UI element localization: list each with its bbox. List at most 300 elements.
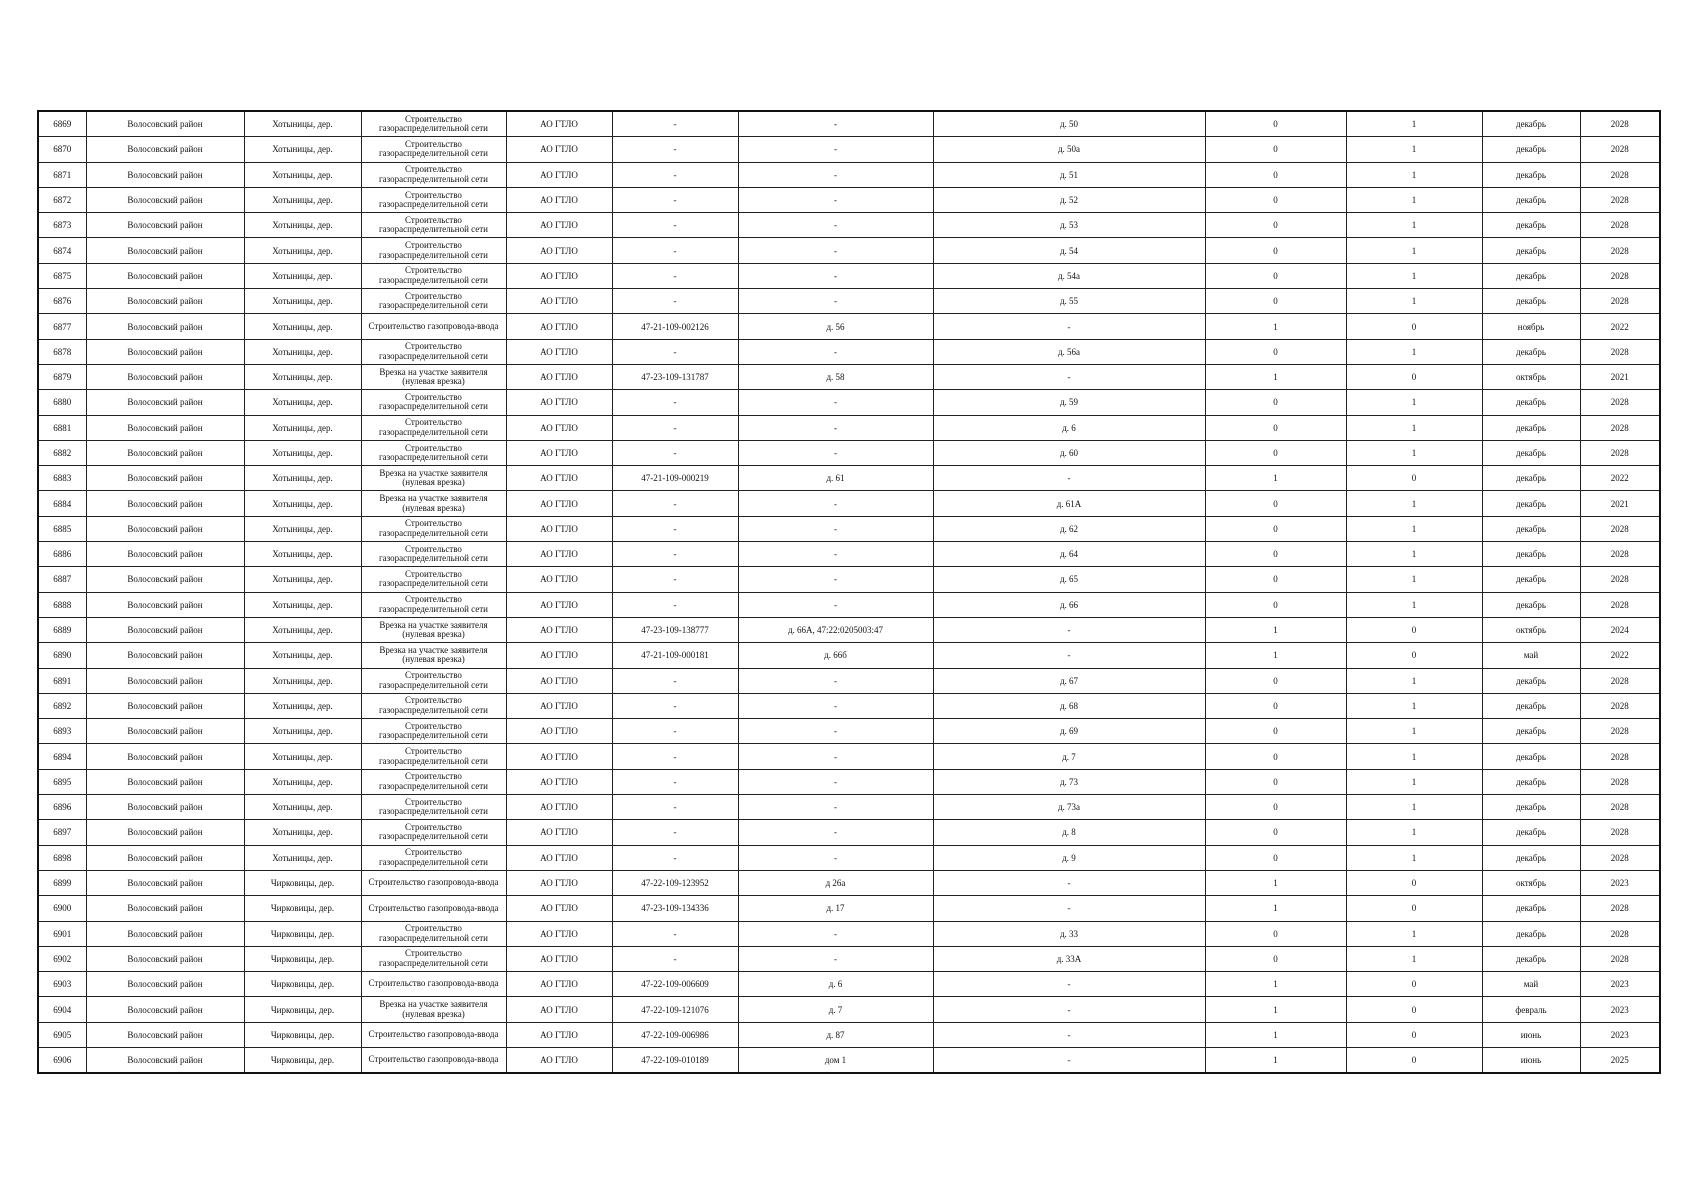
cell-year: 2028 [1580, 668, 1660, 693]
cell-address-connected: д. 66А, 47:22:0205003:47 [738, 617, 933, 642]
cell-locality: Хотыницы, дер. [244, 719, 361, 744]
cell-work-type: Строительство газораспределительной сети [361, 263, 506, 288]
cell-organization: АО ГТЛО [506, 314, 612, 339]
cell-year: 2028 [1580, 592, 1660, 617]
table-body [38, 111, 1660, 1073]
cell-address-planned: д. 9 [933, 845, 1205, 870]
cell-count-connected: 0 [1205, 744, 1346, 769]
cell-count-connected: 0 [1205, 238, 1346, 263]
cell-address-connected: - [738, 213, 933, 238]
cell-row-number: 6900 [38, 896, 86, 921]
cell-row-number: 6899 [38, 870, 86, 895]
cell-month: декабрь [1482, 592, 1580, 617]
cell-address-planned: д. 52 [933, 187, 1205, 212]
cell-address-connected: дом 1 [738, 1047, 933, 1073]
cell-address-planned: д. 33А [933, 946, 1205, 971]
cell-row-number: 6886 [38, 542, 86, 567]
cell-work-type: Строительство газораспределительной сети [361, 415, 506, 440]
cell-application-number: 47-22-109-121076 [612, 997, 738, 1022]
cell-count-planned: 0 [1346, 896, 1482, 921]
cell-row-number: 6882 [38, 440, 86, 465]
cell-row-number: 6902 [38, 946, 86, 971]
cell-address-connected: - [738, 845, 933, 870]
cell-application-number: 47-22-109-006609 [612, 972, 738, 997]
cell-locality: Хотыницы, дер. [244, 820, 361, 845]
cell-address-connected: - [738, 719, 933, 744]
cell-district: Волосовский район [86, 137, 244, 162]
cell-address-planned: - [933, 870, 1205, 895]
cell-row-number: 6870 [38, 137, 86, 162]
cell-year: 2022 [1580, 643, 1660, 668]
cell-year: 2023 [1580, 1022, 1660, 1047]
cell-address-connected: д. 87 [738, 1022, 933, 1047]
cell-district: Волосовский район [86, 845, 244, 870]
cell-address-connected: - [738, 289, 933, 314]
cell-count-planned: 1 [1346, 592, 1482, 617]
cell-work-type: Строительство газораспределительной сети [361, 162, 506, 187]
cell-work-type: Строительство газораспределительной сети [361, 845, 506, 870]
cell-month: декабрь [1482, 516, 1580, 541]
cell-district: Волосовский район [86, 187, 244, 212]
cell-work-type: Строительство газораспределительной сети [361, 213, 506, 238]
cell-organization: АО ГТЛО [506, 769, 612, 794]
cell-count-planned: 1 [1346, 263, 1482, 288]
cell-year: 2028 [1580, 921, 1660, 946]
cell-month: декабрь [1482, 946, 1580, 971]
cell-organization: АО ГТЛО [506, 289, 612, 314]
cell-address-planned: д. 62 [933, 516, 1205, 541]
cell-organization: АО ГТЛО [506, 137, 612, 162]
cell-district: Волосовский район [86, 213, 244, 238]
cell-address-planned: - [933, 997, 1205, 1022]
cell-address-connected: - [738, 187, 933, 212]
cell-work-type: Врезка на участке заявителя (нулевая врезка) [361, 364, 506, 389]
cell-address-connected: д. 61 [738, 466, 933, 491]
cell-count-connected: 1 [1205, 870, 1346, 895]
cell-work-type: Строительство газораспределительной сети [361, 111, 506, 137]
cell-address-planned: д. 61А [933, 491, 1205, 516]
cell-month: октябрь [1482, 617, 1580, 642]
table-row [38, 617, 1660, 642]
cell-address-planned: д. 66 [933, 592, 1205, 617]
gas-connection-table [37, 110, 1661, 1074]
cell-organization: АО ГТЛО [506, 997, 612, 1022]
cell-address-connected: д. 6 [738, 972, 933, 997]
cell-district: Волосовский район [86, 440, 244, 465]
cell-application-number: - [612, 440, 738, 465]
cell-row-number: 6892 [38, 693, 86, 718]
cell-work-type: Строительство газопровода-ввода [361, 870, 506, 895]
cell-count-connected: 0 [1205, 111, 1346, 137]
cell-work-type: Врезка на участке заявителя (нулевая врезка) [361, 997, 506, 1022]
cell-organization: АО ГТЛО [506, 845, 612, 870]
cell-district: Волосовский район [86, 314, 244, 339]
cell-address-planned: д. 54а [933, 263, 1205, 288]
cell-locality: Хотыницы, дер. [244, 542, 361, 567]
cell-count-planned: 1 [1346, 516, 1482, 541]
cell-count-planned: 1 [1346, 795, 1482, 820]
cell-work-type: Строительство газопровода-ввода [361, 1047, 506, 1073]
cell-count-planned: 0 [1346, 972, 1482, 997]
cell-address-planned: д. 54 [933, 238, 1205, 263]
cell-count-planned: 1 [1346, 415, 1482, 440]
cell-row-number: 6881 [38, 415, 86, 440]
cell-count-planned: 1 [1346, 668, 1482, 693]
cell-work-type: Врезка на участке заявителя (нулевая врезка) [361, 466, 506, 491]
table-row [38, 187, 1660, 212]
cell-year: 2028 [1580, 415, 1660, 440]
cell-count-connected: 0 [1205, 213, 1346, 238]
table-row [38, 769, 1660, 794]
cell-month: декабрь [1482, 668, 1580, 693]
cell-application-number: - [612, 769, 738, 794]
cell-count-connected: 0 [1205, 719, 1346, 744]
cell-month: май [1482, 643, 1580, 668]
cell-month: декабрь [1482, 213, 1580, 238]
cell-count-planned: 1 [1346, 213, 1482, 238]
cell-locality: Хотыницы, дер. [244, 162, 361, 187]
cell-row-number: 6890 [38, 643, 86, 668]
cell-address-planned: - [933, 466, 1205, 491]
cell-address-connected: - [738, 946, 933, 971]
cell-district: Волосовский район [86, 162, 244, 187]
cell-count-connected: 0 [1205, 567, 1346, 592]
cell-count-planned: 1 [1346, 719, 1482, 744]
cell-work-type: Строительство газораспределительной сети [361, 820, 506, 845]
cell-month: декабрь [1482, 921, 1580, 946]
cell-locality: Хотыницы, дер. [244, 769, 361, 794]
cell-application-number: - [612, 289, 738, 314]
cell-application-number: - [612, 921, 738, 946]
cell-organization: АО ГТЛО [506, 972, 612, 997]
cell-year: 2028 [1580, 111, 1660, 137]
cell-locality: Хотыницы, дер. [244, 137, 361, 162]
cell-address-connected: - [738, 339, 933, 364]
cell-organization: АО ГТЛО [506, 896, 612, 921]
cell-district: Волосовский район [86, 111, 244, 137]
cell-count-connected: 1 [1205, 1047, 1346, 1073]
table-row [38, 542, 1660, 567]
cell-address-planned: - [933, 643, 1205, 668]
document-page [37, 110, 1659, 1074]
cell-application-number: 47-22-109-006986 [612, 1022, 738, 1047]
cell-year: 2028 [1580, 896, 1660, 921]
cell-organization: АО ГТЛО [506, 567, 612, 592]
cell-locality: Хотыницы, дер. [244, 466, 361, 491]
cell-row-number: 6894 [38, 744, 86, 769]
cell-address-planned: д. 55 [933, 289, 1205, 314]
cell-address-planned: д. 33 [933, 921, 1205, 946]
cell-locality: Хотыницы, дер. [244, 415, 361, 440]
cell-year: 2021 [1580, 364, 1660, 389]
cell-count-connected: 0 [1205, 390, 1346, 415]
cell-count-planned: 0 [1346, 617, 1482, 642]
cell-district: Волосовский район [86, 972, 244, 997]
cell-row-number: 6903 [38, 972, 86, 997]
cell-count-planned: 1 [1346, 845, 1482, 870]
table-row [38, 643, 1660, 668]
cell-count-connected: 1 [1205, 364, 1346, 389]
cell-organization: АО ГТЛО [506, 238, 612, 263]
cell-district: Волосовский район [86, 643, 244, 668]
cell-address-connected: - [738, 795, 933, 820]
cell-work-type: Строительство газораспределительной сети [361, 137, 506, 162]
cell-organization: АО ГТЛО [506, 516, 612, 541]
cell-address-planned: д. 50 [933, 111, 1205, 137]
cell-address-connected: д. 58 [738, 364, 933, 389]
cell-address-connected: - [738, 921, 933, 946]
cell-year: 2028 [1580, 542, 1660, 567]
cell-month: декабрь [1482, 567, 1580, 592]
cell-organization: АО ГТЛО [506, 390, 612, 415]
cell-month: июнь [1482, 1022, 1580, 1047]
cell-month: октябрь [1482, 870, 1580, 895]
cell-month: декабрь [1482, 238, 1580, 263]
cell-count-connected: 1 [1205, 972, 1346, 997]
cell-locality: Хотыницы, дер. [244, 668, 361, 693]
cell-district: Волосовский район [86, 896, 244, 921]
cell-district: Волосовский район [86, 870, 244, 895]
table-row [38, 162, 1660, 187]
table-row [38, 339, 1660, 364]
table-row [38, 111, 1660, 137]
cell-address-connected: д. 56 [738, 314, 933, 339]
cell-application-number: - [612, 542, 738, 567]
cell-address-planned: - [933, 896, 1205, 921]
table-row [38, 693, 1660, 718]
cell-address-connected: - [738, 592, 933, 617]
cell-address-connected: - [738, 415, 933, 440]
cell-organization: АО ГТЛО [506, 491, 612, 516]
cell-locality: Хотыницы, дер. [244, 693, 361, 718]
cell-count-planned: 0 [1346, 314, 1482, 339]
cell-row-number: 6883 [38, 466, 86, 491]
cell-year: 2028 [1580, 137, 1660, 162]
cell-locality: Чирковицы, дер. [244, 921, 361, 946]
cell-month: декабрь [1482, 719, 1580, 744]
cell-count-connected: 1 [1205, 617, 1346, 642]
cell-locality: Чирковицы, дер. [244, 1047, 361, 1073]
table-row [38, 870, 1660, 895]
cell-organization: АО ГТЛО [506, 668, 612, 693]
cell-count-connected: 0 [1205, 542, 1346, 567]
cell-organization: АО ГТЛО [506, 719, 612, 744]
cell-count-planned: 1 [1346, 238, 1482, 263]
cell-month: декабрь [1482, 390, 1580, 415]
cell-count-connected: 0 [1205, 339, 1346, 364]
cell-row-number: 6901 [38, 921, 86, 946]
cell-address-connected: д 26а [738, 870, 933, 895]
cell-address-planned: д. 53 [933, 213, 1205, 238]
cell-application-number: - [612, 137, 738, 162]
table-row [38, 466, 1660, 491]
cell-district: Волосовский район [86, 592, 244, 617]
cell-month: декабрь [1482, 263, 1580, 288]
cell-count-planned: 1 [1346, 440, 1482, 465]
cell-locality: Хотыницы, дер. [244, 567, 361, 592]
table-row [38, 516, 1660, 541]
table-row [38, 213, 1660, 238]
cell-organization: АО ГТЛО [506, 440, 612, 465]
cell-year: 2028 [1580, 263, 1660, 288]
cell-month: декабрь [1482, 744, 1580, 769]
cell-work-type: Строительство газораспределительной сети [361, 719, 506, 744]
cell-year: 2028 [1580, 339, 1660, 364]
cell-work-type: Строительство газораспределительной сети [361, 769, 506, 794]
cell-count-connected: 0 [1205, 845, 1346, 870]
cell-count-connected: 1 [1205, 997, 1346, 1022]
cell-year: 2028 [1580, 516, 1660, 541]
cell-row-number: 6869 [38, 111, 86, 137]
cell-organization: АО ГТЛО [506, 693, 612, 718]
cell-district: Волосовский район [86, 364, 244, 389]
cell-count-planned: 1 [1346, 542, 1482, 567]
cell-organization: АО ГТЛО [506, 364, 612, 389]
cell-count-connected: 0 [1205, 162, 1346, 187]
cell-application-number: - [612, 415, 738, 440]
cell-count-connected: 0 [1205, 415, 1346, 440]
table-row [38, 744, 1660, 769]
cell-address-connected: - [738, 516, 933, 541]
cell-row-number: 6879 [38, 364, 86, 389]
cell-district: Волосовский район [86, 567, 244, 592]
cell-row-number: 6888 [38, 592, 86, 617]
cell-count-connected: 0 [1205, 769, 1346, 794]
cell-count-connected: 0 [1205, 921, 1346, 946]
cell-count-planned: 0 [1346, 364, 1482, 389]
cell-organization: АО ГТЛО [506, 111, 612, 137]
cell-address-planned: д. 6 [933, 415, 1205, 440]
cell-count-connected: 0 [1205, 795, 1346, 820]
cell-address-planned: д. 65 [933, 567, 1205, 592]
cell-address-connected: - [738, 668, 933, 693]
cell-address-connected: - [738, 567, 933, 592]
table-row [38, 972, 1660, 997]
cell-month: декабрь [1482, 162, 1580, 187]
cell-year: 2028 [1580, 238, 1660, 263]
cell-application-number: - [612, 390, 738, 415]
cell-count-connected: 1 [1205, 314, 1346, 339]
cell-address-planned: д. 64 [933, 542, 1205, 567]
cell-address-planned: - [933, 972, 1205, 997]
cell-organization: АО ГТЛО [506, 744, 612, 769]
table-row [38, 795, 1660, 820]
cell-year: 2021 [1580, 491, 1660, 516]
cell-organization: АО ГТЛО [506, 542, 612, 567]
table-row [38, 238, 1660, 263]
cell-application-number: - [612, 263, 738, 288]
cell-application-number: 47-23-109-131787 [612, 364, 738, 389]
cell-work-type: Строительство газопровода-ввода [361, 896, 506, 921]
cell-year: 2028 [1580, 213, 1660, 238]
cell-locality: Хотыницы, дер. [244, 795, 361, 820]
cell-count-planned: 0 [1346, 466, 1482, 491]
cell-locality: Хотыницы, дер. [244, 238, 361, 263]
cell-locality: Чирковицы, дер. [244, 997, 361, 1022]
cell-count-connected: 1 [1205, 1022, 1346, 1047]
cell-organization: АО ГТЛО [506, 643, 612, 668]
cell-address-planned: д. 50а [933, 137, 1205, 162]
cell-application-number: - [612, 744, 738, 769]
cell-year: 2028 [1580, 820, 1660, 845]
cell-month: декабрь [1482, 466, 1580, 491]
cell-application-number: 47-21-109-002126 [612, 314, 738, 339]
table-row [38, 390, 1660, 415]
cell-application-number: - [612, 213, 738, 238]
cell-count-connected: 0 [1205, 946, 1346, 971]
cell-count-connected: 0 [1205, 440, 1346, 465]
cell-count-planned: 1 [1346, 390, 1482, 415]
cell-district: Волосовский район [86, 719, 244, 744]
cell-row-number: 6904 [38, 997, 86, 1022]
cell-year: 2023 [1580, 972, 1660, 997]
cell-count-planned: 1 [1346, 339, 1482, 364]
cell-work-type: Строительство газораспределительной сети [361, 238, 506, 263]
cell-address-connected: - [738, 440, 933, 465]
cell-work-type: Врезка на участке заявителя (нулевая врезка) [361, 617, 506, 642]
cell-organization: АО ГТЛО [506, 1022, 612, 1047]
cell-year: 2025 [1580, 1047, 1660, 1073]
cell-work-type: Строительство газораспределительной сети [361, 795, 506, 820]
cell-address-planned: д. 51 [933, 162, 1205, 187]
cell-year: 2024 [1580, 617, 1660, 642]
cell-address-connected: - [738, 820, 933, 845]
cell-year: 2028 [1580, 390, 1660, 415]
cell-locality: Хотыницы, дер. [244, 364, 361, 389]
cell-count-planned: 0 [1346, 643, 1482, 668]
cell-district: Волосовский район [86, 795, 244, 820]
cell-district: Волосовский район [86, 466, 244, 491]
cell-district: Волосовский район [86, 668, 244, 693]
cell-address-planned: д. 67 [933, 668, 1205, 693]
cell-district: Волосовский район [86, 820, 244, 845]
cell-row-number: 6889 [38, 617, 86, 642]
cell-year: 2028 [1580, 946, 1660, 971]
cell-count-connected: 0 [1205, 187, 1346, 212]
cell-count-planned: 1 [1346, 744, 1482, 769]
cell-row-number: 6893 [38, 719, 86, 744]
cell-organization: АО ГТЛО [506, 592, 612, 617]
cell-count-connected: 0 [1205, 668, 1346, 693]
cell-address-connected: - [738, 693, 933, 718]
cell-locality: Хотыницы, дер. [244, 845, 361, 870]
cell-count-connected: 0 [1205, 263, 1346, 288]
cell-month: декабрь [1482, 896, 1580, 921]
cell-locality: Чирковицы, дер. [244, 896, 361, 921]
cell-organization: АО ГТЛО [506, 820, 612, 845]
cell-district: Волосовский район [86, 769, 244, 794]
cell-district: Волосовский район [86, 617, 244, 642]
cell-work-type: Врезка на участке заявителя (нулевая врезка) [361, 643, 506, 668]
cell-count-planned: 1 [1346, 491, 1482, 516]
cell-application-number: - [612, 592, 738, 617]
cell-work-type: Строительство газораспределительной сети [361, 339, 506, 364]
table-row [38, 440, 1660, 465]
cell-address-connected: - [738, 162, 933, 187]
cell-organization: АО ГТЛО [506, 339, 612, 364]
cell-row-number: 6898 [38, 845, 86, 870]
cell-application-number: - [612, 516, 738, 541]
cell-month: декабрь [1482, 111, 1580, 137]
cell-district: Волосовский район [86, 491, 244, 516]
cell-month: ноябрь [1482, 314, 1580, 339]
cell-locality: Хотыницы, дер. [244, 111, 361, 137]
cell-address-planned: д. 7 [933, 744, 1205, 769]
cell-month: декабрь [1482, 542, 1580, 567]
cell-row-number: 6891 [38, 668, 86, 693]
cell-locality: Хотыницы, дер. [244, 390, 361, 415]
cell-application-number: - [612, 111, 738, 137]
